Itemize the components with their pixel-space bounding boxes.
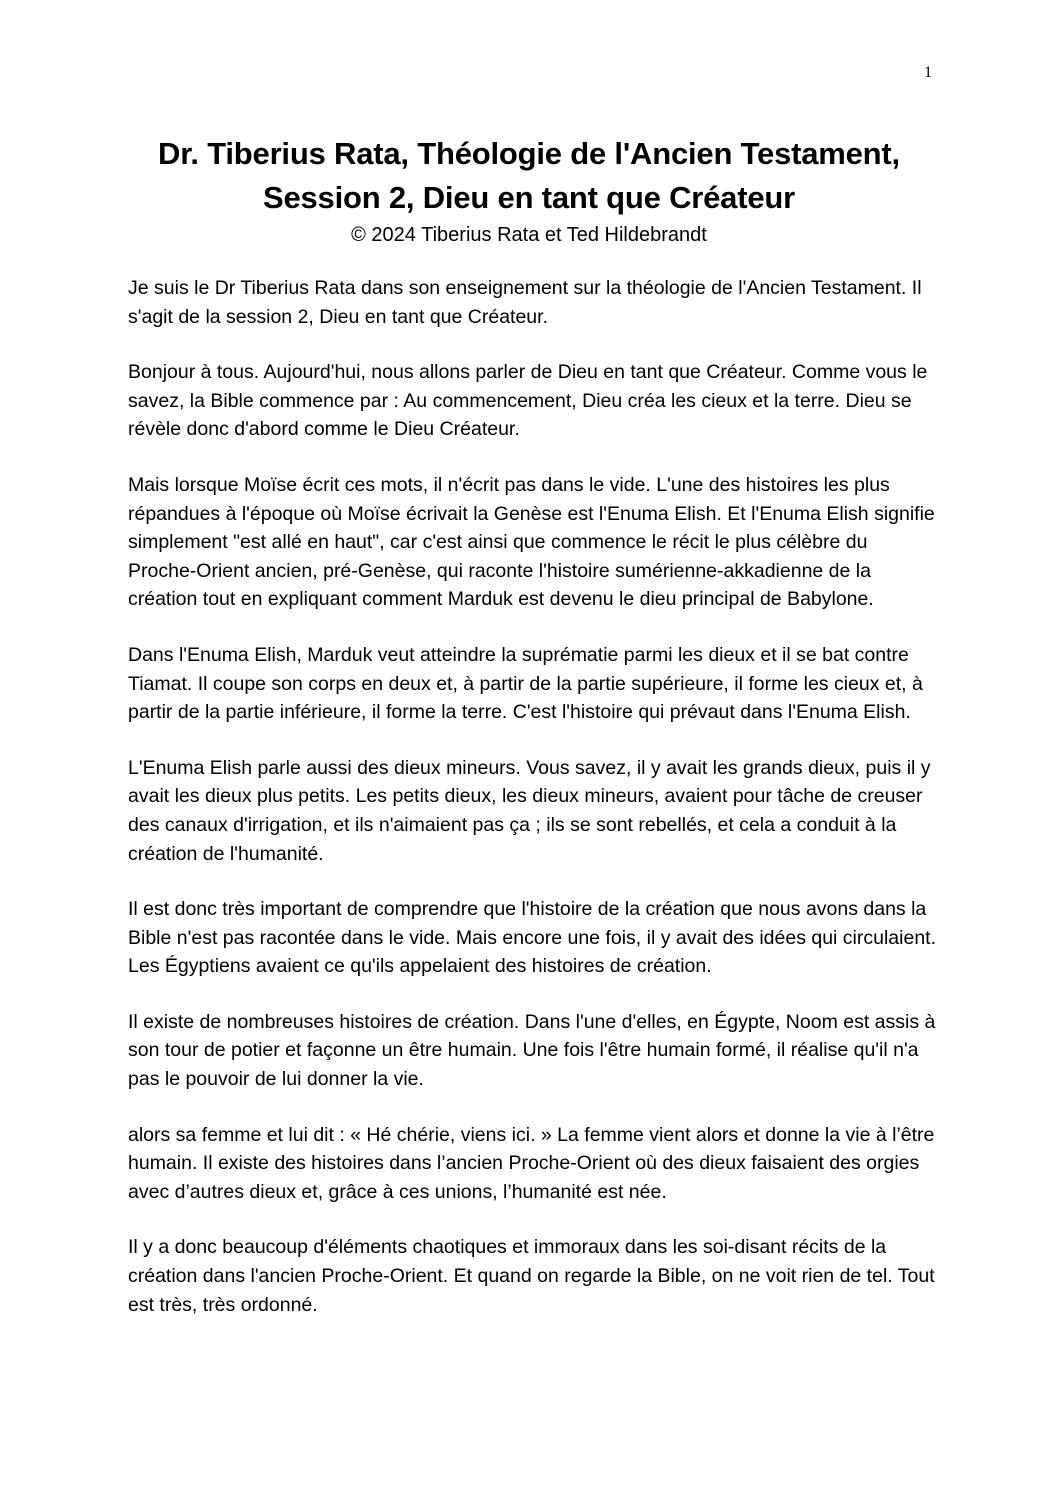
copyright-notice: © 2024 Tiberius Rata et Ted Hildebrandt — [351, 224, 707, 246]
paragraph-intro: Je suis le Dr Tiberius Rata dans son enseignement sur la théologie de l'Ancien Testament. Il s'agit de la session 2, Dieu en tant que Créateur. — [128, 277, 922, 328]
paragraph-wife-gives-life: alors sa femme et lui dit : « Hé chérie, viens ici. » La femme vient alors et donne la vie à l’être humain. Il existe des histoires dans l’ancien Proche-Orient où des dieux faisaient des orgies avec d’autres dieux et, grâce à ces unions, l’humanité est née. — [128, 1123, 935, 1203]
title-line-2: Session 2, Dieu en tant que Créateur — [262, 180, 795, 215]
title-line-1: Dr. Tiberius Rata, Théologie de l'Ancien Testament, — [158, 136, 900, 171]
paragraph-greeting: Bonjour à tous. Aujourd'hui, nous allons parler de Dieu en tant que Créateur. Comme vous le savez, la Bible commence par : Au commencement, Dieu créa les cieux et la terre. Dieu se révèle donc d'abord comme le Dieu Créateur. — [128, 361, 928, 441]
paragraph-chaotic-accounts: Il y a donc beaucoup d'éléments chaotiques et immoraux dans les soi-disant récits de la création dans l'ancien Proche-Orient. Et quand on regarde la Bible, on ne voit rien de tel. Tout est très, très ordonné. — [128, 1236, 935, 1316]
paragraph-minor-gods: L'Enuma Elish parle aussi des dieux mineurs. Vous savez, il y avait les grands dieux, puis il y avait les dieux plus petits. Les petits dieux, les dieux mineurs, avaient pour tâche de creuser des canaux d'irrigation, et ils n'aimaient pas ça ; ils se sont rebellés, et cela a conduit à la création de l'humanité. — [128, 756, 931, 865]
document-body — [128, 274, 938, 1346]
paragraph-context: Il est donc très important de comprendre que l'histoire de la création que nous avons dans la Bible n'est pas racontée dans le vide. Mais encore une fois, il y avait des idées qui circulaient. Les Égyptiens avaient ce qu'ils appelaient des histoires de création. — [128, 898, 937, 978]
paragraph-enuma-elish-intro: Mais lorsque Moïse écrit ces mots, il n'écrit pas dans le vide. L'une des histoires les plus répandues à l'époque où Moïse écrivait la Genèse est l'Enuma Elish. Et l'Enuma Elish signifie simplement "est allé en haut", car c'est ainsi que commence le récit le plus célèbre du Proche-Orient ancien, pré-Genèse, qui raconte l'histoire sumérienne-akkadienne de la création tout en expliquant comment Marduk est devenu le dieu principal de Babylone. — [128, 473, 935, 611]
document-title — [90, 132, 968, 220]
paragraph-egypt-noom: Il existe de nombreuses histoires de création. Dans l'une d'elles, en Égypte, Noom est assis à son tour de potier et façonne un être humain. Une fois l'être humain formé, il réalise qu'il n'a pas le pouvoir de lui donner la vie. — [128, 1010, 936, 1091]
page-number: 1 — [924, 64, 932, 81]
document-header — [90, 132, 968, 248]
paragraph-marduk-tiamat: Dans l'Enuma Elish, Marduk veut atteindre la suprématie parmi les dieux et il se bat contre Tiamat. Il coupe son corps en deux et, à partir de la partie supérieure, il forme les cieux et, à partir de la partie inférieure, il forme la terre. C'est l'histoire qui prévaut dans l'Enuma Elish. — [128, 643, 923, 724]
